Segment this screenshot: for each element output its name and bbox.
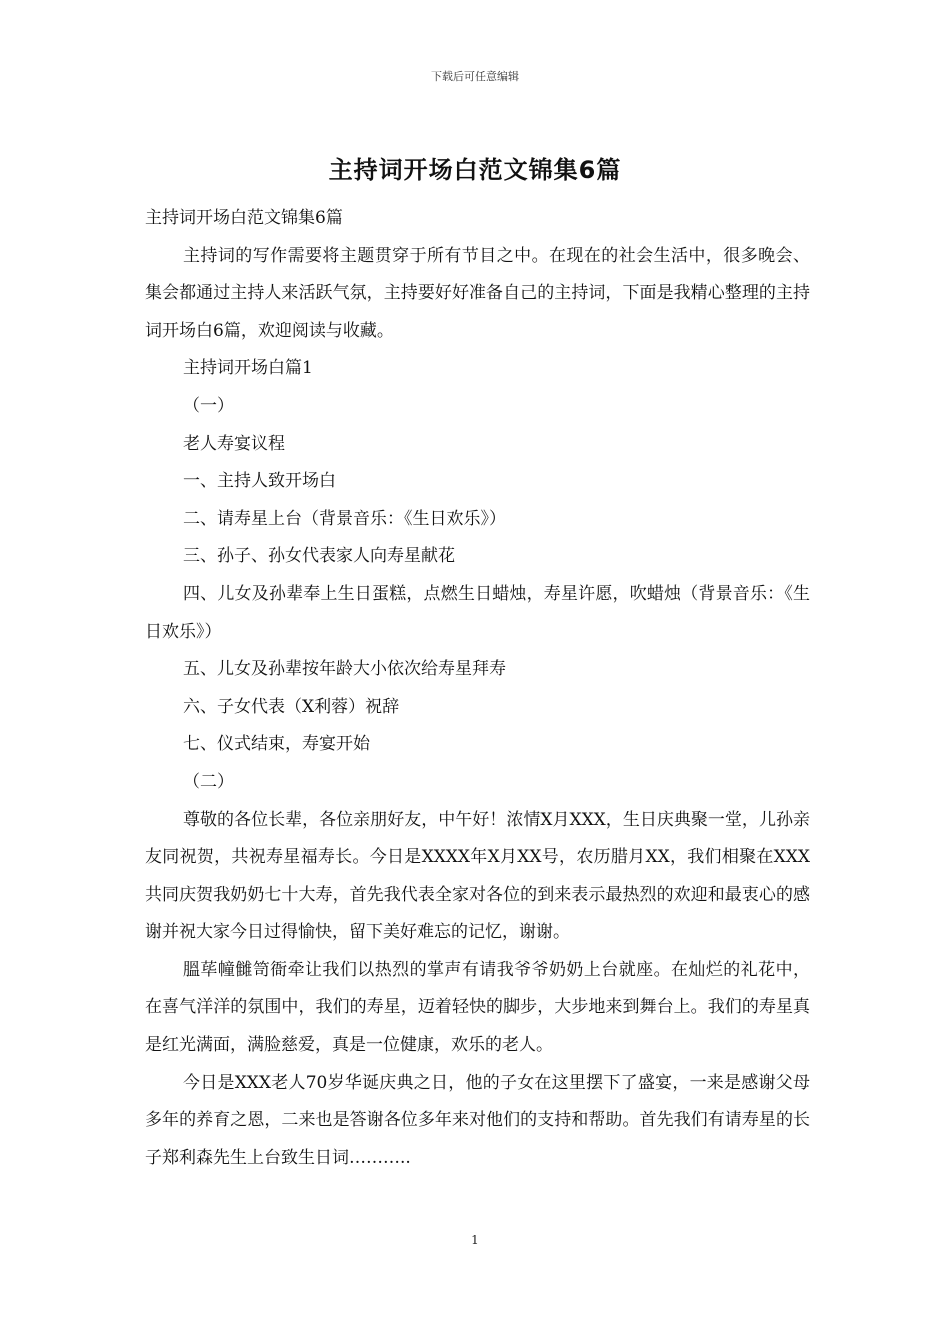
agenda-item: 四、儿女及孙辈奉上生日蛋糕，点燃生日蜡烛，寿星许愿，吹蜡烛（背景音乐：《生日欢乐》） xyxy=(145,583,810,642)
agenda-item: 二、请寿星上台（背景音乐：《生日欢乐》） xyxy=(183,508,506,529)
document-title: 主持词开场白范文锦集6篇 xyxy=(328,156,622,184)
agenda-item: 三、孙子、孙女代表家人向寿星献花 xyxy=(183,546,455,567)
agenda-item: 五、儿女及孙辈按年龄大小依次给寿星拜寿 xyxy=(183,659,506,680)
part-marker: （一） xyxy=(183,395,234,416)
page-number: 1 xyxy=(471,1233,479,1247)
body-paragraph: 今日是XXX老人70岁华诞庆典之日，他的子女在这里摆下了盛宴，一来是感谢父母多年的养育之恩，二来也是答谢各位多年来对他们的支持和帮助。首先我们有请寿星的长子郑利森先生上台致生日词……….. xyxy=(145,1072,810,1168)
body-paragraph: 膃荜幢雠笥衙牵让我们以热烈的掌声有请我爷爷奶奶上台就座。在灿烂的礼花中，在喜气洋洋的氛围中，我们的寿星，迈着轻快的脚步，大步地来到舞台上。我们的寿星真是红光满面，满脸慈爱，真是一位健康，欢乐的老人。 xyxy=(145,959,810,1056)
document-body xyxy=(145,200,810,1177)
agenda-item: 六、子女代表（X利蓉）祝辞 xyxy=(183,696,400,717)
agenda-item: 一、主持人致开场白 xyxy=(183,471,336,492)
part-marker: （二） xyxy=(183,771,234,792)
intro-paragraph: 主持词的写作需要将主题贯穿于所有节目之中。在现在的社会生活中，很多晚会、集会都通过主持人来活跃气氛，主持要好好准备自己的主持词，下面是我精心整理的主持词开场白6篇，欢迎阅读与收藏。 xyxy=(145,245,810,341)
agenda-heading: 老人寿宴议程 xyxy=(183,433,285,454)
agenda-item: 七、仪式结束，寿宴开始 xyxy=(183,734,370,755)
subtitle-paragraph: 主持词开场白范文锦集6篇 xyxy=(145,208,343,228)
header-note: 下载后可任意编辑 xyxy=(431,70,519,83)
section-heading: 主持词开场白篇1 xyxy=(183,358,313,379)
body-paragraph: 尊敬的各位长辈，各位亲朋好友，中午好！浓情X月XXX，生日庆典聚一堂，儿孙亲友同祝贺，共祝寿星福寿长。今日是XXXX年X月XX号，农历腊月XX，我们相聚在XXX共同庆贺我奶奶七十大寿，首先我代表全家对各位的到来表示最热烈的欢迎和最衷心的感谢并祝大家今日过得愉快，留下美好难忘的记忆，谢谢。 xyxy=(145,809,810,943)
